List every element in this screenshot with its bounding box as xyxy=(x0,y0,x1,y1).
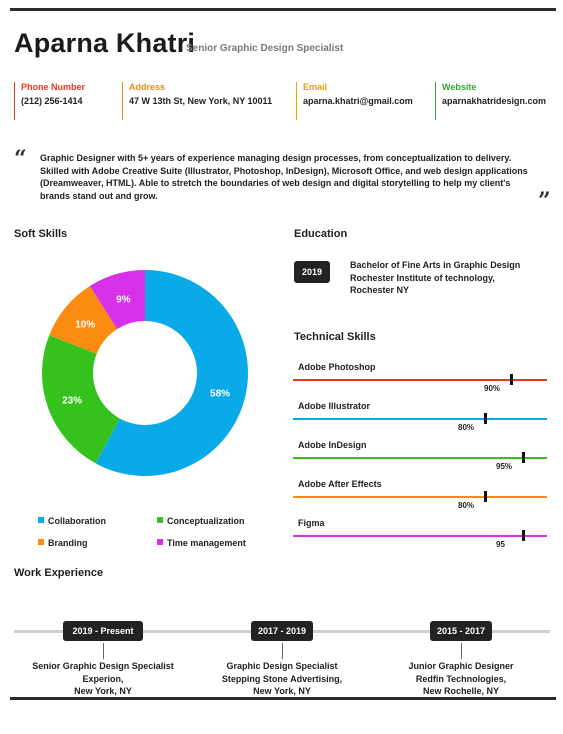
soft-skills-heading: Soft Skills xyxy=(14,228,68,240)
work-location: New Rochelle, NY xyxy=(422,686,500,696)
contact-value: aparna.khatri@gmail.com xyxy=(303,96,413,106)
work-location: New York, NY xyxy=(74,686,132,696)
legend-label: Collaboration xyxy=(48,516,106,526)
work-company: Redfin Technologies, xyxy=(415,673,507,684)
quote-close-icon: ” xyxy=(538,188,551,214)
skill-percent: 90% xyxy=(484,384,501,393)
skill-level-marker xyxy=(522,530,525,541)
location: Rochester NY xyxy=(350,285,410,295)
legend-label: Branding xyxy=(48,538,88,548)
skill-name: Adobe Illustrator xyxy=(298,401,371,411)
skill-name: Adobe After Effects xyxy=(298,479,382,489)
contact-website xyxy=(435,82,552,120)
summary-text: Graphic Designer with 5+ years of experience managing design processes, from conceptualization to delivery. Skilled with Adobe Creative Suite (Illustrator, Photoshop, InDesign), Microsoft Office, and web design applications (Dreamweaver, HTML). Able to stretch the boundaries of web design and digital storytelling to help my client's brands stand out and grow. xyxy=(40,153,528,201)
work-entry xyxy=(376,660,546,698)
work-role: Junior Graphic Designer xyxy=(408,661,514,671)
legend-swatch xyxy=(38,539,44,545)
timeline-stem xyxy=(282,643,283,659)
skill-level-marker xyxy=(510,374,513,385)
donut-slice-label: 58% xyxy=(210,388,231,400)
contact-value: 47 W 13th St, New York, NY 10011 xyxy=(129,96,273,106)
legend-time-management xyxy=(157,538,246,548)
skill-bar xyxy=(293,535,547,537)
work-role: Graphic Design Specialist xyxy=(226,661,338,671)
work-location: New York, NY xyxy=(253,686,311,696)
contact-value: aparnakhatridesign.com xyxy=(442,96,547,106)
donut-slice-label: 9% xyxy=(116,294,131,306)
work-experience-heading: Work Experience xyxy=(14,567,104,579)
skill-level-marker xyxy=(484,413,487,424)
work-company: Experion, xyxy=(82,673,124,684)
donut-slice-label: 23% xyxy=(62,395,83,407)
contact-label: Address xyxy=(129,82,166,92)
skill-percent: 80% xyxy=(458,423,475,432)
contact-label: Email xyxy=(303,82,328,92)
top-rule xyxy=(10,8,556,11)
skill-percent: 95 xyxy=(496,540,505,549)
bottom-rule xyxy=(10,697,556,700)
work-company: Stepping Stone Advertising, xyxy=(221,673,343,684)
contact-label: Phone Number xyxy=(21,82,86,92)
skill-bar xyxy=(293,418,547,420)
legend-label: Time management xyxy=(167,538,246,548)
contact-label: Website xyxy=(442,82,477,92)
contact-address xyxy=(122,82,295,120)
contact-phone xyxy=(14,82,121,120)
legend-branding xyxy=(38,538,88,548)
skill-level-marker xyxy=(522,452,525,463)
contact-value: (212) 256-1414 xyxy=(21,96,83,106)
skill-percent: 80% xyxy=(458,501,475,510)
legend-swatch xyxy=(157,517,163,523)
legend-conceptualization xyxy=(157,516,245,526)
timeline-period-badge: 2017 - 2019 xyxy=(251,621,313,641)
education-heading: Education xyxy=(294,228,348,240)
contact-email xyxy=(296,82,433,120)
degree: Bachelor of Fine Arts in Graphic Design xyxy=(350,260,521,270)
work-entry xyxy=(197,660,367,698)
timeline-stem xyxy=(461,643,462,659)
job-title: Senior Graphic Design Specialist xyxy=(186,43,344,54)
work-role: Senior Graphic Design Specialist xyxy=(32,661,174,671)
institution: Rochester Institute of technology, xyxy=(350,272,495,283)
skill-name: Adobe Photoshop xyxy=(298,362,376,372)
legend-swatch xyxy=(38,517,44,523)
skill-bar xyxy=(293,379,547,381)
candidate-name: Aparna Khatri xyxy=(14,28,196,58)
skill-bar xyxy=(293,496,547,498)
soft-skills-donut-chart xyxy=(30,258,260,488)
skill-percent: 95% xyxy=(496,462,513,471)
quote-open-icon: “ xyxy=(14,146,27,172)
work-entry xyxy=(18,660,188,698)
timeline-period-badge: 2015 - 2017 xyxy=(430,621,492,641)
skill-bar xyxy=(293,457,547,459)
donut-slice-label: 10% xyxy=(75,319,96,331)
skill-level-marker xyxy=(484,491,487,502)
legend-swatch xyxy=(157,539,163,545)
skill-name: Figma xyxy=(298,518,325,528)
timeline-stem xyxy=(103,643,104,659)
legend-collaboration xyxy=(38,516,106,526)
legend-label: Conceptualization xyxy=(167,516,245,526)
education-details xyxy=(350,259,550,297)
timeline-period-badge: 2019 - Present xyxy=(63,621,143,641)
technical-skills-heading: Technical Skills xyxy=(294,331,376,343)
education-year-badge: 2019 xyxy=(294,261,330,283)
skill-name: Adobe InDesign xyxy=(298,440,367,450)
